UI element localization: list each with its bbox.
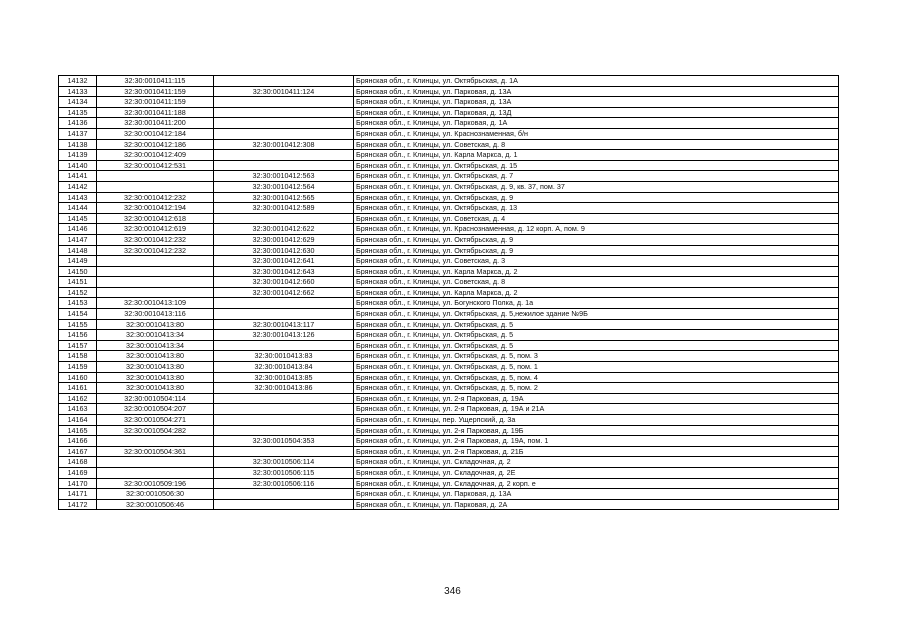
address-cell: Брянская обл., г. Клинцы, ул. Октябрьская, д. 5, пом. 2: [354, 383, 839, 394]
cadastral-number-cell: [97, 287, 214, 298]
row-number-cell: 14134: [59, 97, 97, 108]
row-number-cell: 14158: [59, 351, 97, 362]
address-cell: Брянская обл., г. Клинцы, ул. Советская, д. 3: [354, 256, 839, 267]
related-cadastral-number-cell: [214, 160, 354, 171]
cadastral-number-cell: 32:30:0010412:232: [97, 192, 214, 203]
address-cell: Брянская обл., г. Клинцы, ул. Карла Маркса, д. 2: [354, 266, 839, 277]
cadastral-number-cell: 32:30:0010411:200: [97, 118, 214, 129]
address-cell: Брянская обл., г. Клинцы, ул. Октябрьская, д. 5, пом. 3: [354, 351, 839, 362]
row-number-cell: 14154: [59, 309, 97, 320]
row-number-cell: 14136: [59, 118, 97, 129]
related-cadastral-number-cell: 32:30:0010413:83: [214, 351, 354, 362]
table-row: [59, 478, 839, 489]
table-row: [59, 192, 839, 203]
row-number-cell: 14167: [59, 446, 97, 457]
table-row: [59, 245, 839, 256]
cadastral-number-cell: 32:30:0010412:186: [97, 139, 214, 150]
table-row: [59, 489, 839, 500]
cadastral-number-cell: 32:30:0010412:194: [97, 203, 214, 214]
address-cell: Брянская обл., г. Клинцы, ул. Октябрьская, д. 13: [354, 203, 839, 214]
related-cadastral-number-cell: 32:30:0010412:641: [214, 256, 354, 267]
cadastral-number-cell: 32:30:0010413:80: [97, 351, 214, 362]
row-number-cell: 14144: [59, 203, 97, 214]
table-row: [59, 150, 839, 161]
related-cadastral-number-cell: 32:30:0010411:124: [214, 86, 354, 97]
table-row: [59, 372, 839, 383]
cadastral-number-cell: 32:30:0010413:34: [97, 330, 214, 341]
address-cell: Брянская обл., г. Клинцы, ул. Парковая, д. 2А: [354, 499, 839, 510]
related-cadastral-number-cell: 32:30:0010412:565: [214, 192, 354, 203]
related-cadastral-number-cell: 32:30:0010412:564: [214, 181, 354, 192]
related-cadastral-number-cell: [214, 340, 354, 351]
table-row: [59, 160, 839, 171]
address-cell: Брянская обл., г. Клинцы, ул. Складочная, д. 2Е: [354, 467, 839, 478]
related-cadastral-number-cell: [214, 404, 354, 415]
cadastral-number-cell: 32:30:0010412:232: [97, 245, 214, 256]
address-cell: Брянская обл., г. Клинцы, ул. Октябрьская, д. 5: [354, 330, 839, 341]
table-row: [59, 171, 839, 182]
cadastral-number-cell: 32:30:0010506:46: [97, 499, 214, 510]
cadastral-number-cell: 32:30:0010413:80: [97, 372, 214, 383]
cadastral-number-cell: 32:30:0010413:109: [97, 298, 214, 309]
cadastral-number-cell: 32:30:0010504:271: [97, 415, 214, 426]
cadastral-number-cell: 32:30:0010506:30: [97, 489, 214, 500]
related-cadastral-number-cell: [214, 489, 354, 500]
table-row: [59, 224, 839, 235]
address-cell: Брянская обл., г. Клинцы, ул. Краснознаменная, б/н: [354, 128, 839, 139]
row-number-cell: 14148: [59, 245, 97, 256]
row-number-cell: 14145: [59, 213, 97, 224]
related-cadastral-number-cell: 32:30:0010506:115: [214, 467, 354, 478]
page-number: 346: [444, 586, 461, 597]
related-cadastral-number-cell: 32:30:0010412:308: [214, 139, 354, 150]
related-cadastral-number-cell: [214, 97, 354, 108]
address-cell: Брянская обл., г. Клинцы, ул. 2-я Парковая, д. 19А: [354, 393, 839, 404]
row-number-cell: 14161: [59, 383, 97, 394]
cadastral-number-cell: 32:30:0010411:188: [97, 107, 214, 118]
cadastral-number-cell: [97, 266, 214, 277]
table-row: [59, 330, 839, 341]
row-number-cell: 14135: [59, 107, 97, 118]
address-cell: Брянская обл., г. Клинцы, ул. Октябрьская, д. 5: [354, 319, 839, 330]
registry-table: [58, 75, 839, 510]
related-cadastral-number-cell: 32:30:0010413:126: [214, 330, 354, 341]
address-cell: Брянская обл., г. Клинцы, ул. Краснознаменная, д. 12 корп. А, пом. 9: [354, 224, 839, 235]
cadastral-number-cell: 32:30:0010412:531: [97, 160, 214, 171]
row-number-cell: 14132: [59, 76, 97, 87]
row-number-cell: 14164: [59, 415, 97, 426]
cadastral-number-cell: 32:30:0010509:196: [97, 478, 214, 489]
related-cadastral-number-cell: [214, 107, 354, 118]
table-row: [59, 277, 839, 288]
table-row: [59, 425, 839, 436]
address-cell: Брянская обл., г. Клинцы, ул. Октябрьская, д. 5, пом. 1: [354, 362, 839, 373]
table-row: [59, 118, 839, 129]
related-cadastral-number-cell: 32:30:0010506:116: [214, 478, 354, 489]
table-row: [59, 309, 839, 320]
related-cadastral-number-cell: [214, 118, 354, 129]
related-cadastral-number-cell: 32:30:0010504:353: [214, 436, 354, 447]
table-row: [59, 76, 839, 87]
related-cadastral-number-cell: [214, 393, 354, 404]
related-cadastral-number-cell: 32:30:0010412:662: [214, 287, 354, 298]
related-cadastral-number-cell: [214, 76, 354, 87]
address-cell: Брянская обл., г. Клинцы, ул. 2-я Парковая, д. 19А и 21А: [354, 404, 839, 415]
table-row: [59, 234, 839, 245]
table-row: [59, 128, 839, 139]
cadastral-number-cell: 32:30:0010412:618: [97, 213, 214, 224]
row-number-cell: 14168: [59, 457, 97, 468]
table-row: [59, 256, 839, 267]
address-cell: Брянская обл., г. Клинцы, ул. Парковая, д. 13А: [354, 489, 839, 500]
address-cell: Брянская обл., г. Клинцы, ул. 2-я Парковая, д. 19Б: [354, 425, 839, 436]
address-cell: Брянская обл., г. Клинцы, ул. Октябрьская, д. 5: [354, 340, 839, 351]
row-number-cell: 14143: [59, 192, 97, 203]
address-cell: Брянская обл., г. Клинцы, ул. Богунского Полка, д. 1а: [354, 298, 839, 309]
related-cadastral-number-cell: 32:30:0010506:114: [214, 457, 354, 468]
address-cell: Брянская обл., г. Клинцы, ул. Октябрьская, д. 9: [354, 234, 839, 245]
related-cadastral-number-cell: 32:30:0010412:563: [214, 171, 354, 182]
row-number-cell: 14166: [59, 436, 97, 447]
cadastral-number-cell: 32:30:0010412:184: [97, 128, 214, 139]
cadastral-number-cell: [97, 181, 214, 192]
address-cell: Брянская обл., г. Клинцы, ул. 2-я Парковая, д. 21Б: [354, 446, 839, 457]
cadastral-number-cell: 32:30:0010413:80: [97, 362, 214, 373]
table-row: [59, 319, 839, 330]
cadastral-number-cell: [97, 171, 214, 182]
cadastral-number-cell: 32:30:0010504:207: [97, 404, 214, 415]
table-row: [59, 86, 839, 97]
address-cell: Брянская обл., г. Клинцы, ул. Парковая, д. 13А: [354, 86, 839, 97]
cadastral-number-cell: [97, 457, 214, 468]
related-cadastral-number-cell: 32:30:0010412:629: [214, 234, 354, 245]
address-cell: Брянская обл., г. Клинцы, ул. Складочная, д. 2 корп. е: [354, 478, 839, 489]
address-cell: Брянская обл., г. Клинцы, ул. Октябрьская, д. 9: [354, 192, 839, 203]
row-number-cell: 14165: [59, 425, 97, 436]
address-cell: Брянская обл., г. Клинцы, ул. Октябрьская, д. 5, пом. 4: [354, 372, 839, 383]
cadastral-number-cell: 32:30:0010413:80: [97, 319, 214, 330]
cadastral-number-cell: [97, 277, 214, 288]
address-cell: Брянская обл., г. Клинцы, пер. Ущерпский, д. 3а: [354, 415, 839, 426]
row-number-cell: 14140: [59, 160, 97, 171]
row-number-cell: 14155: [59, 319, 97, 330]
row-number-cell: 14150: [59, 266, 97, 277]
table-row: [59, 340, 839, 351]
related-cadastral-number-cell: 32:30:0010412:589: [214, 203, 354, 214]
row-number-cell: 14141: [59, 171, 97, 182]
related-cadastral-number-cell: 32:30:0010413:85: [214, 372, 354, 383]
cadastral-number-cell: 32:30:0010413:116: [97, 309, 214, 320]
registry-table-body: [59, 76, 839, 510]
related-cadastral-number-cell: [214, 128, 354, 139]
cadastral-number-cell: 32:30:0010411:115: [97, 76, 214, 87]
address-cell: Брянская обл., г. Клинцы, ул. Октябрьская, д. 9: [354, 245, 839, 256]
related-cadastral-number-cell: 32:30:0010412:643: [214, 266, 354, 277]
address-cell: Брянская обл., г. Клинцы, ул. Советская, д. 4: [354, 213, 839, 224]
address-cell: Брянская обл., г. Клинцы, ул. 2-я Парковая, д. 19А, пом. 1: [354, 436, 839, 447]
table-row: [59, 446, 839, 457]
table-row: [59, 499, 839, 510]
table-row: [59, 298, 839, 309]
cadastral-number-cell: 32:30:0010413:80: [97, 383, 214, 394]
cadastral-number-cell: 32:30:0010411:159: [97, 97, 214, 108]
address-cell: Брянская обл., г. Клинцы, ул. Парковая, д. 13А: [354, 97, 839, 108]
table-row: [59, 415, 839, 426]
cadastral-number-cell: [97, 256, 214, 267]
row-number-cell: 14142: [59, 181, 97, 192]
address-cell: Брянская обл., г. Клинцы, ул. Октябрьская, д. 1А: [354, 76, 839, 87]
cadastral-number-cell: 32:30:0010412:619: [97, 224, 214, 235]
table-row: [59, 107, 839, 118]
table-row: [59, 404, 839, 415]
table-row: [59, 436, 839, 447]
address-cell: Брянская обл., г. Клинцы, ул. Парковая, д. 13Д: [354, 107, 839, 118]
related-cadastral-number-cell: [214, 213, 354, 224]
row-number-cell: 14147: [59, 234, 97, 245]
row-number-cell: 14133: [59, 86, 97, 97]
row-number-cell: 14146: [59, 224, 97, 235]
row-number-cell: 14163: [59, 404, 97, 415]
address-cell: Брянская обл., г. Клинцы, ул. Советская, д. 8: [354, 139, 839, 150]
related-cadastral-number-cell: 32:30:0010412:630: [214, 245, 354, 256]
related-cadastral-number-cell: 32:30:0010412:660: [214, 277, 354, 288]
cadastral-number-cell: 32:30:0010412:232: [97, 234, 214, 245]
cadastral-number-cell: 32:30:0010412:409: [97, 150, 214, 161]
table-row: [59, 467, 839, 478]
table-row: [59, 181, 839, 192]
address-cell: Брянская обл., г. Клинцы, ул. Складочная, д. 2: [354, 457, 839, 468]
address-cell: Брянская обл., г. Клинцы, ул. Октябрьская, д. 9, кв. 37, пом. 37: [354, 181, 839, 192]
row-number-cell: 14138: [59, 139, 97, 150]
address-cell: Брянская обл., г. Клинцы, ул. Карла Маркса, д. 1: [354, 150, 839, 161]
related-cadastral-number-cell: [214, 298, 354, 309]
address-cell: Брянская обл., г. Клинцы, ул. Советская, д. 8: [354, 277, 839, 288]
row-number-cell: 14137: [59, 128, 97, 139]
row-number-cell: 14170: [59, 478, 97, 489]
row-number-cell: 14149: [59, 256, 97, 267]
related-cadastral-number-cell: [214, 415, 354, 426]
cadastral-number-cell: 32:30:0010504:114: [97, 393, 214, 404]
table-row: [59, 351, 839, 362]
related-cadastral-number-cell: 32:30:0010413:84: [214, 362, 354, 373]
table-row: [59, 457, 839, 468]
row-number-cell: 14159: [59, 362, 97, 373]
related-cadastral-number-cell: 32:30:0010413:86: [214, 383, 354, 394]
row-number-cell: 14156: [59, 330, 97, 341]
related-cadastral-number-cell: [214, 446, 354, 457]
table-row: [59, 97, 839, 108]
row-number-cell: 14153: [59, 298, 97, 309]
row-number-cell: 14162: [59, 393, 97, 404]
table-row: [59, 393, 839, 404]
row-number-cell: 14139: [59, 150, 97, 161]
cadastral-number-cell: 32:30:0010504:361: [97, 446, 214, 457]
cadastral-number-cell: [97, 467, 214, 478]
address-cell: Брянская обл., г. Клинцы, ул. Октябрьская, д. 7: [354, 171, 839, 182]
cadastral-number-cell: 32:30:0010411:159: [97, 86, 214, 97]
table-row: [59, 203, 839, 214]
row-number-cell: 14160: [59, 372, 97, 383]
table-row: [59, 287, 839, 298]
row-number-cell: 14157: [59, 340, 97, 351]
row-number-cell: 14172: [59, 499, 97, 510]
row-number-cell: 14152: [59, 287, 97, 298]
cadastral-number-cell: [97, 436, 214, 447]
cadastral-number-cell: 32:30:0010504:282: [97, 425, 214, 436]
table-row: [59, 362, 839, 373]
related-cadastral-number-cell: [214, 425, 354, 436]
related-cadastral-number-cell: [214, 499, 354, 510]
address-cell: Брянская обл., г. Клинцы, ул. Карла Маркса, д. 2: [354, 287, 839, 298]
row-number-cell: 14151: [59, 277, 97, 288]
table-row: [59, 383, 839, 394]
table-row: [59, 213, 839, 224]
address-cell: Брянская обл., г. Клинцы, ул. Парковая, д. 1А: [354, 118, 839, 129]
related-cadastral-number-cell: [214, 150, 354, 161]
table-row: [59, 266, 839, 277]
row-number-cell: 14169: [59, 467, 97, 478]
related-cadastral-number-cell: 32:30:0010412:622: [214, 224, 354, 235]
related-cadastral-number-cell: 32:30:0010413:117: [214, 319, 354, 330]
address-cell: Брянская обл., г. Клинцы, ул. Октябрьская, д. 5,нежилое здание №9Б: [354, 309, 839, 320]
table-row: [59, 139, 839, 150]
related-cadastral-number-cell: [214, 309, 354, 320]
cadastral-number-cell: 32:30:0010413:34: [97, 340, 214, 351]
row-number-cell: 14171: [59, 489, 97, 500]
address-cell: Брянская обл., г. Клинцы, ул. Октябрьская, д. 15: [354, 160, 839, 171]
